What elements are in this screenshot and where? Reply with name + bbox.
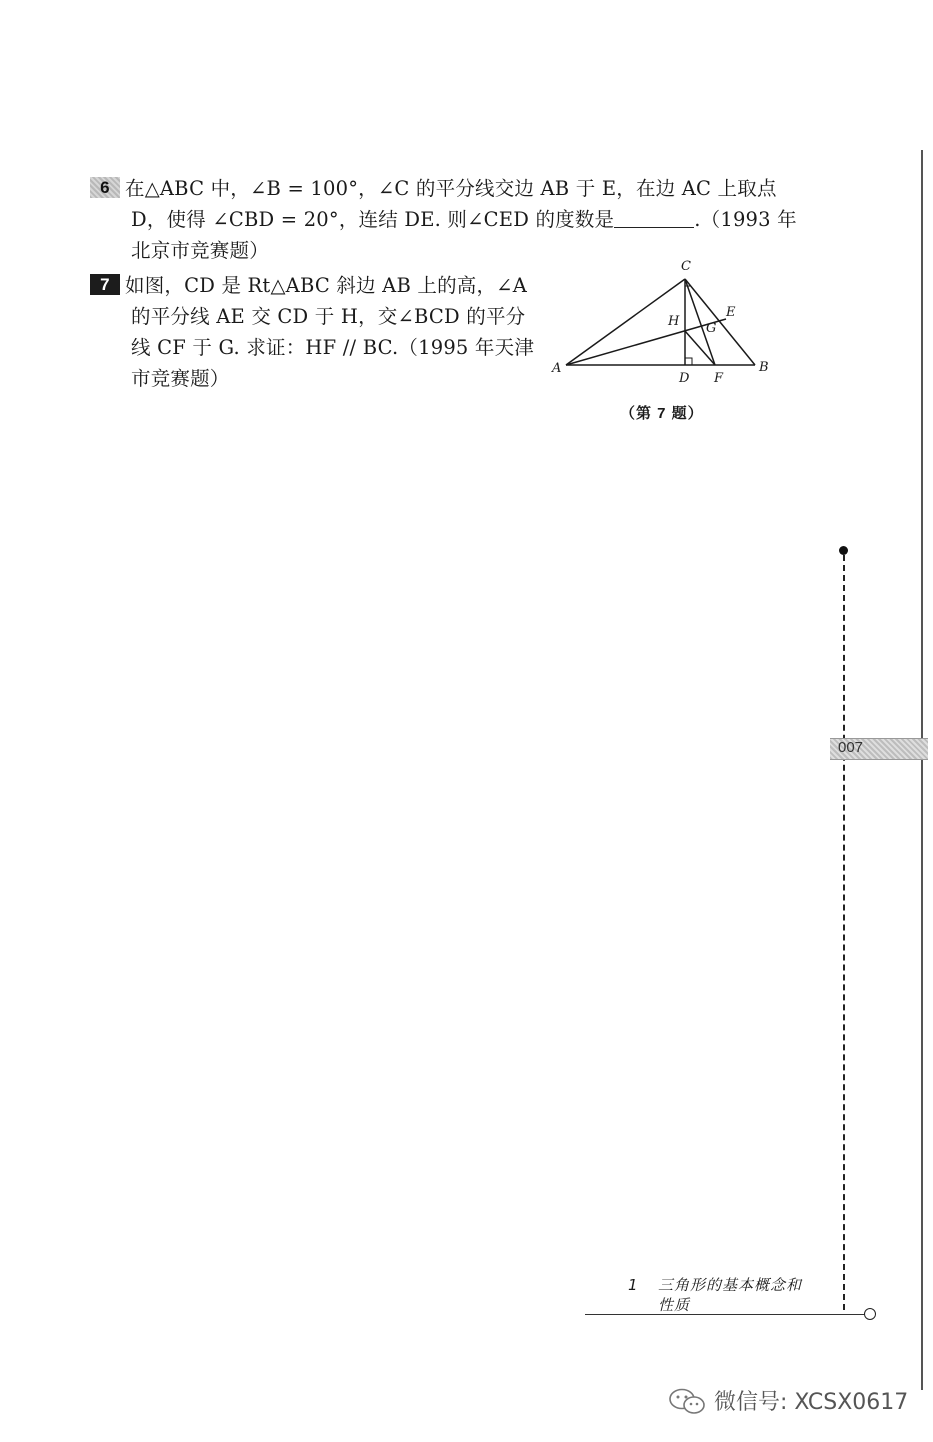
label-D: D [679,371,690,384]
problem-7 [90,270,534,394]
label-F: F [714,371,724,384]
problem-7-line-1: 如图，CD 是 Rt△ABC 斜边 AB 上的高，∠A [125,274,527,297]
chapter-footer [628,1275,843,1315]
margin-dot [839,546,848,555]
figure-caption: （第 7 题） [620,405,704,422]
segment-HF [685,331,715,365]
problem-7-line-3: 线 CF 于 G. 求证：HF // BC.（1995 年天津 [131,336,535,359]
answer-blank[interactable] [614,209,694,228]
problem-number-badge: 7 [90,274,120,295]
problem-6-line-2: D，使得 ∠CBD = 20°，连结 DE. 则∠CED 的度数是 [131,208,615,231]
problem-number-badge: 6 [90,177,120,198]
problem-7-line-2: 的平分线 AE 交 CD 于 H，交∠BCD 的平分 [131,305,526,328]
right-angle-mark [685,358,692,365]
page-edge-line [921,150,923,1390]
footer-circle-ornament [864,1308,876,1320]
problem-7-line-4: 市竞赛题） [131,367,230,390]
problem-6-line-1: 在△ABC 中，∠B = 100°，∠C 的平分线交边 AB 于 E，在边 AC 上取点 [125,177,777,200]
label-H: H [668,314,680,329]
label-E: E [726,305,736,320]
chapter-number: 1 [628,1276,639,1294]
watermark [668,1385,908,1416]
footer-rule [585,1314,865,1315]
wechat-icon [668,1388,706,1414]
margin-dashed-line [843,555,845,1310]
label-C: C [681,259,691,274]
chapter-title-line-2: 性质 [658,1296,691,1314]
problem-6-line-3: 北京市竞赛题） [131,239,269,262]
label-G: G [706,321,717,336]
chapter-title-line-1: 三角形的基本概念和 [658,1276,803,1294]
segment-CB [685,279,755,365]
label-A: A [552,361,562,376]
problem-6-line-2-end: .（1993 年 [694,208,797,231]
page-number: 007 [838,739,864,756]
triangle-figure [548,252,778,384]
watermark-text: 微信号: XCSX0617 [714,1390,909,1415]
label-B: B [759,360,769,375]
